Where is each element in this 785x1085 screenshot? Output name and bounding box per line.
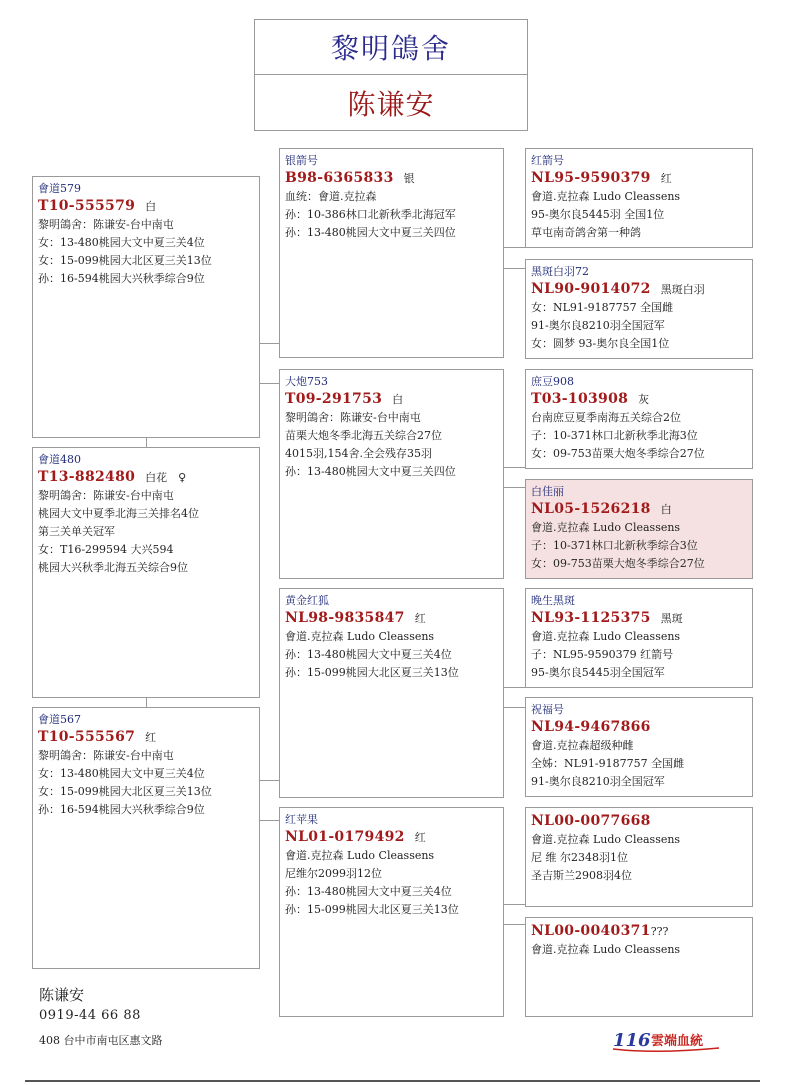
granddam-name: 黑斑白羽72 — [531, 265, 589, 278]
record-line: 孙：13-480桃园大文中夏三关四位 — [285, 465, 456, 478]
connector-line — [259, 343, 280, 344]
connector-line — [503, 268, 526, 269]
record-line: 尼 维 尔2348羽1位 — [531, 851, 628, 864]
connector-line — [146, 697, 147, 707]
record-line: 子：10-371林口北新秋季北海3位 — [531, 429, 698, 442]
granddam-ring — [531, 500, 747, 519]
grandsire-name: 晚生黑斑 — [531, 594, 575, 607]
ring-number: NL95-9590379 — [531, 170, 651, 186]
granddam-ring — [531, 718, 747, 737]
record-line: 會道.克拉森 Ludo Cleassens — [285, 849, 435, 862]
record-line: 女：圆梦 93-奥尔良全国1位 — [531, 337, 670, 350]
grandsire-color: 红 — [660, 172, 672, 185]
record-line: 孙：15-099桃园大北区夏三关13位 — [285, 666, 459, 679]
ring-number: NL94-9467866 — [531, 719, 651, 735]
dam-color: 红 — [414, 831, 426, 844]
connector-line — [146, 437, 147, 447]
record-line: 95-奥尔良5445羽 全国1位 — [531, 208, 665, 221]
sibling-ring — [38, 468, 254, 487]
ring-number: T13-882480 — [38, 469, 136, 485]
record-line: 孙：15-099桃园大北区夏三关13位 — [285, 903, 459, 916]
dam-color: 白 — [392, 393, 404, 406]
record-line: 黎明鴿舍：陈谦安-台中南屯 — [38, 489, 174, 502]
record-line: 黎明鴿舍：陈谦安-台中南屯 — [285, 411, 421, 424]
connector-line — [503, 924, 526, 925]
record-line: 會道.克拉森 Ludo Cleassens — [531, 833, 681, 846]
grandsire-card — [525, 369, 753, 469]
dam-card — [279, 369, 504, 579]
record-line: 女：13-480桃园大文中夏三关4位 — [38, 236, 205, 249]
sire-name: 黄金红狐 — [285, 594, 329, 607]
footer-phone: 0919-44 66 88 — [39, 1008, 141, 1023]
dam-card — [279, 807, 504, 1017]
record-line: 女：T16-299594 大兴594 — [38, 543, 174, 556]
dam-name: 红苹果 — [285, 813, 318, 826]
ring-number: B98-6365833 — [285, 170, 394, 186]
record-line: 孙：10-386林口北新秋季北海冠军 — [285, 208, 456, 221]
record-line: 女：13-480桃园大文中夏三关4位 — [38, 767, 205, 780]
connector-line — [259, 820, 280, 821]
record-line: 95-奥尔良5445羽全国冠军 — [531, 666, 665, 679]
granddam-card-highlighted — [525, 479, 753, 579]
granddam-color: 黑斑白羽 — [660, 283, 705, 296]
connector-line — [259, 780, 280, 781]
ring-number: NL05-1526218 — [531, 501, 651, 517]
record-line: 子：10-371林口北新秋季综合3位 — [531, 539, 698, 552]
owner-name: 陈谦安 — [347, 88, 435, 121]
granddam-ring — [531, 922, 747, 941]
sire-ring — [285, 609, 498, 628]
grandsire-color: 黑斑 — [660, 612, 683, 625]
sire-card — [279, 588, 504, 798]
record-line: 孙：16-594桃园大兴秋季综合9位 — [38, 272, 205, 285]
record-line: 全姊：NL91-9187757 全国雌 — [531, 757, 685, 770]
granddam-card — [525, 259, 753, 359]
record-line: 黎明鴿舍：陈谦安-台中南屯 — [38, 218, 174, 231]
bird-color: 白 — [145, 200, 157, 213]
sire-card — [279, 148, 504, 358]
loft-name: 黎明鴿舍 — [255, 20, 527, 75]
granddam-ring — [531, 280, 747, 299]
ring-number: T09-291753 — [285, 391, 383, 407]
connector-line — [259, 383, 280, 384]
bird-ring — [38, 197, 254, 216]
record-line: 91-奥尔良8210羽全国冠军 — [531, 319, 665, 332]
bird-name: 會道579 — [38, 182, 81, 195]
record-line: 會道.克拉森超级种雌 — [531, 739, 634, 752]
grandsire-name: 庶豆908 — [531, 375, 574, 388]
record-line: 會道.克拉森 Ludo Cleassens — [531, 630, 681, 643]
granddam-card — [525, 917, 753, 1017]
connector-line — [503, 487, 526, 488]
record-line: 桃园大文中夏季北海三关排名4位 — [38, 507, 199, 520]
record-line: 尼维尔2099羽12位 — [285, 867, 382, 880]
record-line: 圣吉斯兰2908羽4位 — [531, 869, 632, 882]
ring-number: NL98-9835847 — [285, 610, 405, 626]
grandsire-ring — [531, 390, 747, 409]
grandsire-ring — [531, 169, 747, 188]
record-line: 孙：13-480桃园大文中夏三关四位 — [285, 226, 456, 239]
granddam-card — [525, 697, 753, 797]
grandsire-card — [525, 148, 753, 248]
granddam-color: 白 — [660, 503, 672, 516]
connector-line — [503, 904, 526, 905]
record-line: 會道.克拉森 Ludo Cleassens — [531, 190, 681, 203]
record-line: 桃园大兴秋季北海五关综合9位 — [38, 561, 188, 574]
ring-number: NL00-0077668 — [531, 813, 651, 829]
brand-logo — [611, 1028, 721, 1054]
record-line: 會道.克拉森 Ludo Cleassens — [531, 943, 681, 956]
ring-number: NL01-0179492 — [285, 829, 405, 845]
granddam-name: 白佳丽 — [531, 485, 564, 498]
record-line: 會道.克拉森 Ludo Cleassens — [531, 521, 681, 534]
record-line: 女：09-753苗栗大炮冬季综合27位 — [531, 447, 705, 460]
ring-number: NL00-0040371 — [531, 923, 651, 939]
record-line: 女：15-099桃园大北区夏三关13位 — [38, 785, 212, 798]
ring-number: NL93-1125375 — [531, 610, 651, 626]
record-line: 會道.克拉森 Ludo Cleassens — [285, 630, 435, 643]
connector-line — [503, 467, 526, 468]
sibling-name: 會道480 — [38, 453, 81, 466]
footer-owner-name: 陈谦安 — [39, 986, 85, 1004]
logo-number: 116 — [613, 1030, 651, 1051]
logo-graphic — [611, 1028, 721, 1054]
dam-ring — [285, 828, 498, 847]
record-line: 女：15-099桃园大北区夏三关13位 — [38, 254, 212, 267]
record-line: 黎明鴿舍：陈谦安-台中南屯 — [38, 749, 174, 762]
record-line: 子：NL95-9590379 红箭号 — [531, 648, 674, 661]
connector-line — [503, 707, 526, 708]
grandsire-color: 灰 — [638, 393, 650, 406]
ring-number: T10-555579 — [38, 198, 136, 214]
record-line: 台南庶豆夏季南海五关综合2位 — [531, 411, 681, 424]
record-line: 女：09-753苗栗大炮冬季综合27位 — [531, 557, 705, 570]
sibling-color: 白花 ♀ — [145, 471, 187, 484]
grandsire-card — [525, 588, 753, 688]
logo-text: 雲端血統 — [651, 1034, 704, 1049]
grandsire-ring — [531, 609, 747, 628]
sire-color: 银 — [403, 172, 415, 185]
granddam-color: ??? — [650, 925, 669, 938]
record-line: 孙：13-480桃园大文中夏三关4位 — [285, 648, 452, 661]
grandsire-card — [525, 807, 753, 907]
record-line: 4015羽,154舍.全会残存35羽 — [285, 447, 432, 460]
record-line: 孙：13-480桃园大文中夏三关4位 — [285, 885, 452, 898]
pedigree-header — [254, 19, 528, 131]
sire-color: 红 — [414, 612, 426, 625]
sibling-color: 红 — [145, 731, 157, 744]
dam-name: 大炮753 — [285, 375, 328, 388]
sibling-card — [32, 447, 260, 698]
sibling-name: 會道567 — [38, 713, 81, 726]
footer-address: 408 台中市南屯区惠文路 — [39, 1034, 163, 1047]
bird-card — [32, 176, 260, 438]
record-line: 苗栗大炮冬季北海五关综合27位 — [285, 429, 442, 442]
grandsire-name: 红箭号 — [531, 154, 564, 167]
connector-line — [503, 247, 526, 248]
record-line: 女：NL91-9187757 全国雌 — [531, 301, 674, 314]
grandsire-ring — [531, 812, 747, 831]
granddam-name: 祝福号 — [531, 703, 564, 716]
record-line: 草屯南奇鸽舍第一种鸽 — [531, 226, 641, 239]
record-line: 孙：16-594桃园大兴秋季综合9位 — [38, 803, 205, 816]
page-divider — [25, 1080, 760, 1082]
record-line: 第三关单关冠军 — [38, 525, 115, 538]
ring-number: T10-555567 — [38, 729, 136, 745]
record-line: 91-奥尔良8210羽全国冠军 — [531, 775, 665, 788]
sire-name: 银箭号 — [285, 154, 318, 167]
sibling-card — [32, 707, 260, 969]
ring-number: NL90-9014072 — [531, 281, 651, 297]
sire-ring — [285, 169, 498, 188]
dam-ring — [285, 390, 498, 409]
connector-line — [503, 687, 526, 688]
record-line: 血统：會道.克拉森 — [285, 190, 377, 203]
ring-number: T03-103908 — [531, 391, 629, 407]
sibling-ring — [38, 728, 254, 747]
